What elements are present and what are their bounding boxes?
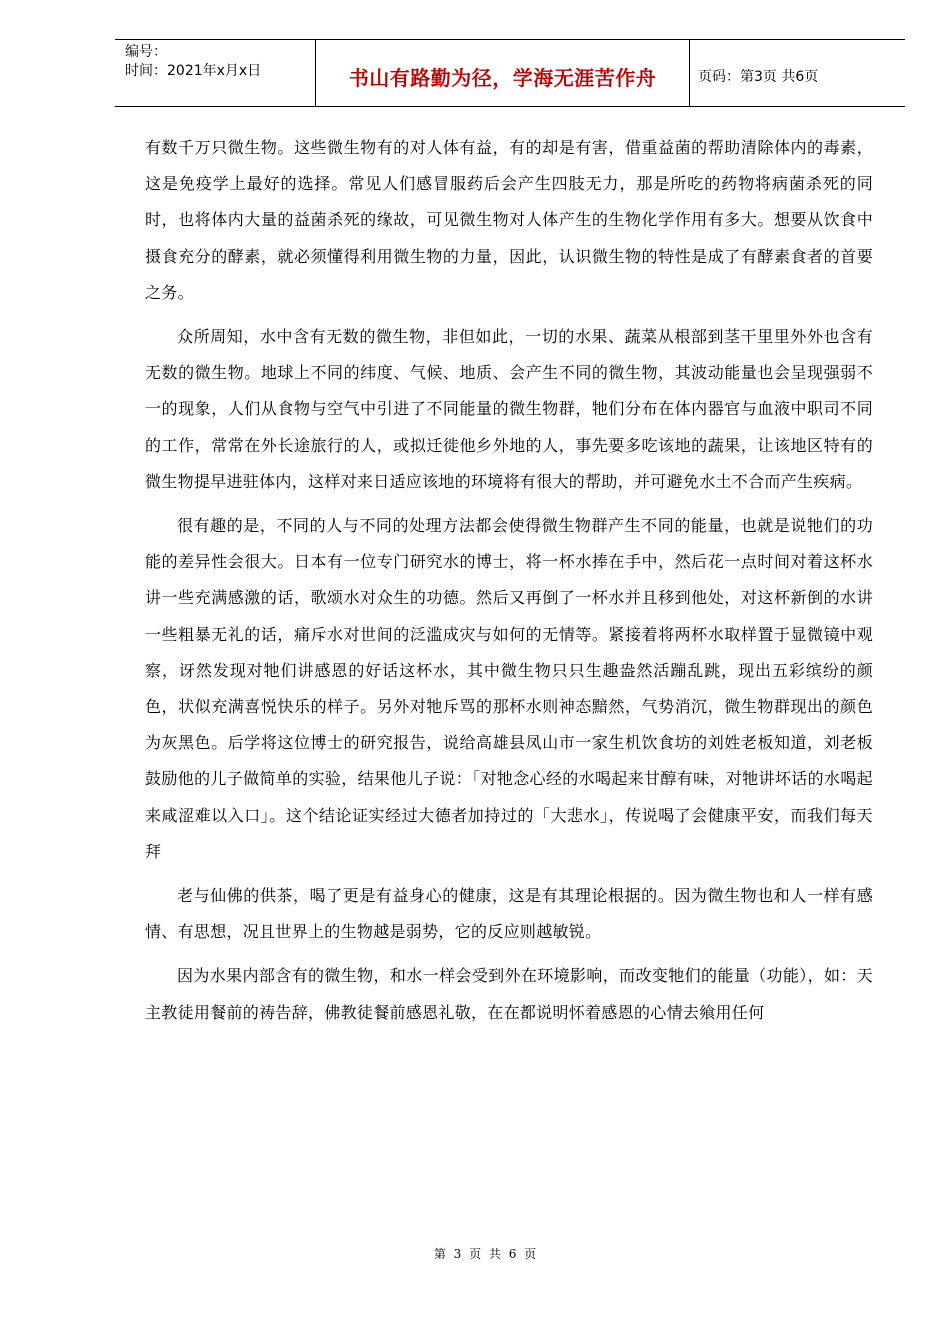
paragraph-3: 很有趣的是，不同的人与不同的处理方法都会使得微生物群产生不同的能量，也就是说牠们的功能的差异性会很大。日本有一位专门研究水的博士，将一杯水捧在手中，然后花一点时间对着这杯水讲一些充满感激的话，歌颂水对众生的功德。然后又再倒了一杯水并且移到他处，对这杯新倒的水讲一些粗暴无礼的话，痛斥水对世间的泛滥成灾与如何的无情等。紧接着将两杯水取样置于显微镜中观察，讶然发现对牠们讲感恩的好话这杯水，其中微生物只只生趣盎然活蹦乱跳，现出五彩缤纷的颜色，状似充满喜悦快乐的样子。另外对牠斥骂的那杯水则神态黯然，气势消沉，微生物群现出的颜色为灰黑色。后学将这位博士的研究报告，说给高雄县凤山市一家生机饮食坊的刘姓老板知道，刘老板鼓励他的儿子做简单的实验，结果他儿子说：「对牠念心经的水喝起来甘醇有味，对牠讲坏话的水喝起来咸涩难以入口」。这个结论证实经过大德者加持过的「大悲水」，传说喝了会健康平安，而我们每天拜 xyxy=(145,516,873,861)
page-footer xyxy=(0,1245,950,1263)
page-header xyxy=(115,39,905,107)
document-time-label: 时间：2021年x月x日 xyxy=(125,63,262,79)
header-page-cell xyxy=(690,40,905,106)
header-motto-cell xyxy=(316,40,690,106)
header-page-code: 页码：第3页 共6页 xyxy=(698,69,819,85)
paragraph-4: 老与仙佛的供茶，喝了更是有益身心的健康，这是有其理论根据的。因为微生物也和人一样有感情、有思想，况且世界上的生物越是弱势，它的反应则越敏锐。 xyxy=(145,886,873,942)
document-body xyxy=(145,130,873,1039)
paragraph-5: 因为水果内部含有的微生物，和水一样会受到外在环境影响，而改变牠们的能量（功能），如：天主教徒用餐前的祷告辞，佛教徒餐前感恩礼敬，在在都说明怀着感恩的心情去飨用任何 xyxy=(145,966,873,1022)
footer-page-number: 第 3 页 共 6 页 xyxy=(433,1247,537,1261)
paragraph-2: 众所周知，水中含有无数的微生物，非但如此，一切的水果、蔬菜从根部到茎干里里外外也含有无数的微生物。地球上不同的纬度、气候、地质、会产生不同的微生物，其波动能量也会呈现强弱不一的现象，人们从食物与空气中引进了不同能量的微生物群，牠们分布在体内器官与血液中职司不同的工作，常常在外长途旅行的人，或拟迁徙他乡外地的人，事先要多吃该地的蔬果，让该地区特有的微生物提早进驻体内，这样对来日适应该地的环境将有很大的帮助，并可避免水土不合而产生疾病。 xyxy=(145,327,873,491)
header-motto: 书山有路勤为径，学海无涯苦作舟 xyxy=(348,66,657,90)
header-meta-cell xyxy=(115,40,316,106)
document-number-label: 编号： xyxy=(125,44,167,60)
paragraph-1: 有数千万只微生物。这些微生物有的对人体有益，有的却是有害，借重益菌的帮助清除体内的毒素，这是免疫学上最好的选择。常见人们感冒服药后会产生四肢无力，那是所吃的药物将病菌杀死的同时，也将体内大量的益菌杀死的缘故，可见微生物对人体产生的生物化学作用有多大。想要从饮食中摄食充分的酵素，就必须懂得利用微生物的力量，因此，认识微生物的特性是成了有酵素食者的首要之务。 xyxy=(145,138,873,302)
